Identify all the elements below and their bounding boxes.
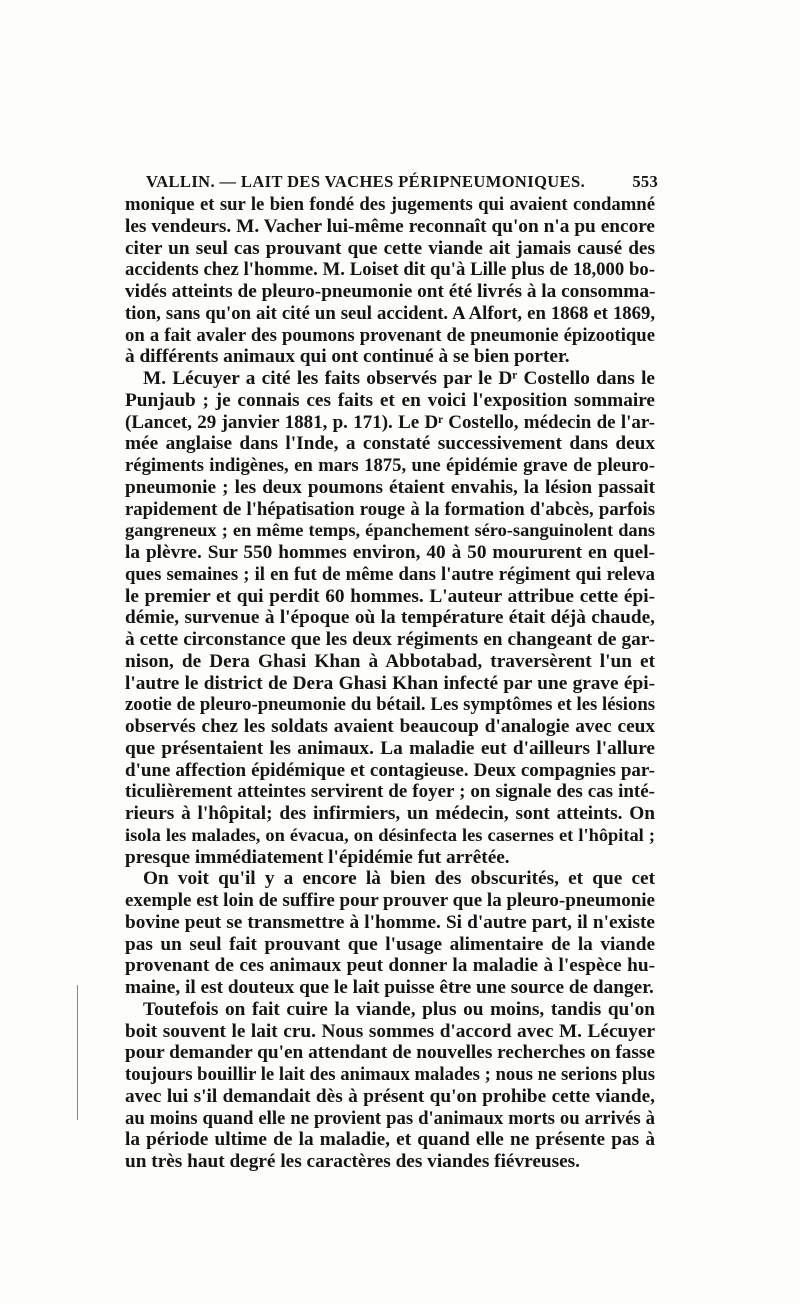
text-line: d'une affection épidémique et contagieuse. Deux compagnies par- <box>125 759 655 781</box>
text-line: au moins quand elle ne provient pas d'animaux morts ou arrivés à <box>125 1107 655 1129</box>
text-line: (Lancet, 29 janvier 1881, p. 171). Le Dʳ Costello, médecin de l'ar- <box>125 411 655 433</box>
text-line: M. Lécuyer a cité les faits observés par le Dʳ Costello dans le <box>143 368 655 389</box>
text-line: zootie de pleuro-pneumonie du bétail. Les symptômes et les lésions <box>125 694 655 716</box>
text-line: observés chez les soldats avaient beaucoup d'analogie avec ceux <box>125 716 655 737</box>
text-line: démie, survenue à l'époque où la température était déjà chaude, <box>125 607 655 629</box>
text-line: avec lui s'il demandait dès à présent qu'on prohibe cette viande, <box>125 1085 655 1107</box>
margin-mark <box>77 985 78 1120</box>
text-line: pour demander qu'en attendant de nouvelles recherches on fasse <box>125 1042 655 1064</box>
text-line: Toutefois on fait cuire la viande, plus ou moins, tandis qu'on <box>143 998 655 1020</box>
text-line: vidés atteints de pleuro-pneumonie ont été livrés à la consomma- <box>125 281 656 302</box>
text-line: citer un seul cas prouvant que cette viande ait jamais causé des <box>125 237 655 259</box>
text-line: Punjaub ; je connais ces faits et en voici l'exposition sommaire <box>125 389 655 411</box>
text-line: exemple est loin de suffire pour prouver que la pleuro-pneumonie <box>125 890 655 911</box>
text-line: tion, sans qu'on ait cité un seul accident. A Alfort, en 1868 et 1869, <box>125 302 655 324</box>
text-line: le premier et qui perdit 60 hommes. L'auteur attribue cette épi- <box>125 585 655 607</box>
text-line: la période ultime de la maladie, et quand elle ne présente pas à <box>125 1129 655 1151</box>
text-line: boit souvent le lait cru. Nous sommes d'accord avec M. Lécuyer <box>125 1020 655 1042</box>
text-line: que présentaient les animaux. La maladie eut d'ailleurs l'allure <box>125 737 655 759</box>
text-line: monique et sur le bien fondé des jugements qui avaient condamné <box>125 194 655 215</box>
text-line: un très haut degré les caractères des viandes fiévreuses. <box>125 1151 581 1172</box>
text-line: maine, il est douteux que le lait puisse être une source de danger. <box>125 977 654 998</box>
text-line: mée anglaise dans l'Inde, a constaté successivement dans deux <box>125 433 655 455</box>
body-text <box>125 194 655 1173</box>
text-line: pneumonie ; les deux poumons étaient envahis, la lésion passait <box>125 476 655 498</box>
text-line: bovine peut se transmettre à l'homme. Si d'autre part, il n'existe <box>125 911 655 933</box>
text-line: ticulièrement atteintes servirent de foyer ; on signale des cas inté- <box>125 781 655 803</box>
text-line: provenant de ces animaux peut donner la maladie à l'espèce hu- <box>125 955 655 977</box>
text-line: rieurs à l'hôpital; des infirmiers, un médecin, sont atteints. On <box>125 803 655 824</box>
text-line: l'autre le district de Dera Ghasi Khan infecté par une grave épi- <box>125 672 655 694</box>
text-line: gangreneux ; en même temps, épanchement séro-sanguinolent dans <box>125 520 655 541</box>
text-line: toujours bouillir le lait des animaux malades ; nous ne serions plus <box>125 1064 655 1085</box>
text-line: on a fait avaler des poumons provenant de pneumonie épizootique <box>125 324 655 346</box>
text-line: à cette circonstance que les deux régiments en changeant de gar- <box>125 629 655 650</box>
text-line: rapidement de l'hépatisation rouge à la formation d'abcès, parfois <box>125 498 655 520</box>
text-line: nison, de Dera Ghasi Khan à Abbotabad, traversèrent l'un et <box>125 650 655 672</box>
text-line: ques semaines ; il en fut de même dans l'autre régiment qui releva <box>125 563 655 585</box>
text-line: les vendeurs. M. Vacher lui-même reconnaît qu'on n'a pu encore <box>125 215 655 237</box>
text-line: isola les malades, on évacua, on désinfecta les casernes et l'hôpital ; <box>125 824 655 845</box>
text-line: à différents animaux qui ont continué à se bien porter. <box>125 346 570 368</box>
running-title: VALLIN. — LAIT DES VACHES PÉRIPNEUMONIQUES. <box>146 172 586 191</box>
text-line: accidents chez l'homme. M. Loiset dit qu'à Lille plus de 18,000 bo- <box>125 259 655 281</box>
running-head <box>146 172 658 192</box>
text-line: On voit qu'il y a encore là bien des obscurités, et que cet <box>143 868 655 890</box>
text-line: pas un seul fait prouvant que l'usage alimentaire de la viande <box>125 933 655 955</box>
text-line: la plèvre. Sur 550 hommes environ, 40 à 50 moururent en quel- <box>125 542 655 563</box>
text-line: presque immédiatement l'épidémie fut arrêtée. <box>125 846 510 868</box>
text-line: régiments indigènes, en mars 1875, une épidémie grave de pleuro- <box>125 455 655 476</box>
page-number: 553 <box>632 172 658 191</box>
